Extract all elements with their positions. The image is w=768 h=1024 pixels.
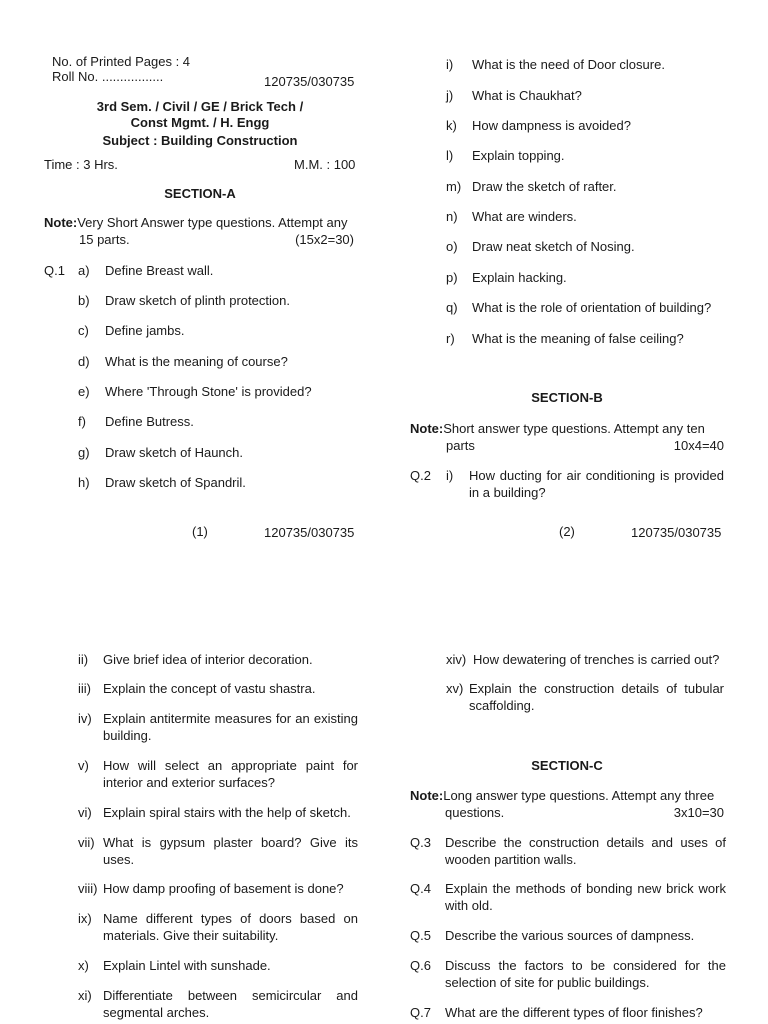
- footer-code: 120735/030735: [264, 525, 355, 540]
- question-text: Explain Lintel with sunshade.: [103, 958, 271, 973]
- max-marks-label: M.M. : 100: [294, 157, 356, 172]
- question-text: Discuss the factors to be considered for the selection of site for public buildings.: [445, 958, 726, 990]
- question-item: [78, 910, 358, 944]
- question-number: x): [78, 958, 89, 973]
- question-text: Explain topping.: [472, 148, 565, 163]
- paper-code: 120735/030735: [264, 74, 355, 89]
- note-marks: 3x10=30: [673, 805, 724, 820]
- question-item: [78, 292, 360, 309]
- question-item: [410, 1004, 726, 1021]
- note-text: Very Short Answer type questions. Attempt any: [77, 215, 348, 230]
- question-number: vi): [78, 805, 92, 820]
- question-number: h): [78, 475, 90, 490]
- question-number: j): [446, 88, 454, 103]
- question-text: Draw the sketch of rafter.: [472, 179, 617, 194]
- question-item: [446, 87, 726, 104]
- question-text: Draw sketch of Spandril.: [105, 475, 246, 490]
- question-number: Q.6: [410, 958, 431, 973]
- question-text: Define Butress.: [105, 414, 194, 429]
- question-number: Q.7: [410, 1005, 431, 1020]
- page-number: (2): [559, 524, 575, 539]
- question-text: Differentiate between semicircular and segmental arches.: [103, 988, 358, 1020]
- question-number: xiv): [446, 652, 467, 667]
- roll-no-label: Roll No. .................: [52, 69, 164, 84]
- question-number: m): [446, 179, 462, 194]
- question-number: i): [446, 57, 454, 72]
- subject-line: Subject : Building Construction: [102, 133, 298, 148]
- question-number: vii): [78, 835, 95, 850]
- question-text: Explain hacking.: [472, 270, 567, 285]
- section-a-heading: SECTION-A: [164, 186, 236, 201]
- section-b-heading: SECTION-B: [531, 390, 603, 405]
- question-number: viii): [78, 881, 98, 896]
- question-item: [78, 680, 358, 697]
- question-text: What is the meaning of course?: [105, 354, 288, 369]
- question-text: What is gypsum plaster board? Give its uses.: [103, 835, 358, 867]
- section-c-note: [410, 787, 724, 821]
- question-text: Where 'Through Stone' is provided?: [105, 384, 312, 399]
- note-marks: (15x2=30): [295, 232, 354, 247]
- question-item: [446, 269, 726, 286]
- question-text: How ducting for air conditioning is provided in a building?: [469, 468, 724, 500]
- question-item: [446, 651, 726, 668]
- question-number: Q.3: [410, 835, 431, 850]
- question-number: q): [446, 300, 458, 315]
- question-item: [446, 299, 726, 316]
- note-text: Short answer type questions. Attempt any ten: [443, 421, 705, 436]
- question-item: [446, 56, 726, 73]
- question-text: What are the different types of floor finishes?: [445, 1005, 703, 1020]
- question-item: [410, 880, 726, 914]
- question-text: Draw sketch of Haunch.: [105, 445, 244, 460]
- question-item: [78, 957, 358, 974]
- question-number: ix): [78, 911, 92, 926]
- question-text: Describe the construction details and uses of wooden partition walls.: [445, 835, 726, 867]
- question-item: [78, 383, 360, 400]
- footer-code: 120735/030735: [631, 525, 722, 540]
- question-text: What is Chaukhat?: [472, 88, 582, 103]
- question-number: g): [78, 445, 90, 460]
- question-item: [446, 680, 726, 714]
- question-text: Explain antitermite measures for an existing building.: [103, 711, 358, 743]
- question-number: f): [78, 414, 86, 429]
- question-item: [446, 467, 726, 501]
- question-number: ii): [78, 652, 89, 667]
- note-label: Note:: [410, 788, 444, 803]
- question-text: Describe the various sources of dampness.: [445, 928, 695, 943]
- question-item: [78, 474, 360, 491]
- question-number: r): [446, 331, 455, 346]
- question-item: [78, 444, 360, 461]
- note-label: Note:: [410, 421, 444, 436]
- semester-line-1: 3rd Sem. / Civil / GE / Brick Tech /: [96, 99, 304, 114]
- question-item: [78, 710, 358, 744]
- question-text: Draw neat sketch of Nosing.: [472, 239, 635, 254]
- question-text: Explain spiral stairs with the help of sketch.: [103, 805, 351, 820]
- question-item: [78, 651, 358, 668]
- printed-pages-label: No. of Printed Pages : 4: [52, 54, 191, 69]
- question-number: xi): [78, 988, 92, 1003]
- note-text-2: 15 parts.: [79, 232, 130, 247]
- question-text: Give brief idea of interior decoration.: [103, 652, 313, 667]
- question-number: iii): [78, 681, 91, 696]
- question-text: What is the meaning of false ceiling?: [472, 331, 684, 346]
- question-text: How dampness is avoided?: [472, 118, 631, 133]
- question-text: Define Breast wall.: [105, 263, 214, 278]
- question-item: [78, 413, 360, 430]
- page-number: (1): [192, 524, 208, 539]
- question-item: [410, 927, 726, 944]
- question-item: [446, 238, 726, 255]
- note-text-2: parts: [446, 438, 475, 453]
- question-text: Draw sketch of plinth protection.: [105, 293, 290, 308]
- question-item: [446, 178, 726, 195]
- note-text-2: questions.: [445, 805, 505, 820]
- question-item: [78, 757, 358, 791]
- question-number: i): [446, 468, 454, 483]
- question-number: Q.4: [410, 881, 431, 896]
- question-text: What are winders.: [472, 209, 577, 224]
- question-number: c): [78, 323, 89, 338]
- note-text: Long answer type questions. Attempt any three: [443, 788, 715, 803]
- question-item: [446, 208, 726, 225]
- question-item: [78, 353, 360, 370]
- q2-label: Q.2: [410, 468, 431, 483]
- question-item: [446, 147, 726, 164]
- question-item: [78, 987, 358, 1021]
- question-item: [78, 880, 358, 897]
- question-text: What is the need of Door closure.: [472, 57, 665, 72]
- question-item: [78, 804, 358, 821]
- question-item: [446, 330, 726, 347]
- question-number: b): [78, 293, 90, 308]
- question-number: iv): [78, 711, 92, 726]
- question-number: d): [78, 354, 90, 369]
- time-label: Time : 3 Hrs.: [44, 157, 118, 172]
- question-item: [78, 322, 360, 339]
- question-text: How damp proofing of basement is done?: [103, 881, 344, 896]
- question-number: v): [78, 758, 89, 773]
- question-item: [78, 262, 360, 279]
- question-item: [410, 834, 726, 868]
- question-text: How dewatering of trenches is carried out?: [473, 652, 720, 667]
- question-number: k): [446, 118, 457, 133]
- question-text: How will select an appropriate paint for interior and exterior surfaces?: [103, 758, 358, 790]
- section-a-note: [44, 214, 358, 248]
- question-text: Define jambs.: [105, 323, 185, 338]
- question-number: n): [446, 209, 458, 224]
- section-b-note: [410, 420, 724, 454]
- section-c-heading: SECTION-C: [531, 758, 603, 773]
- question-number: l): [446, 148, 454, 163]
- question-number: Q.5: [410, 928, 431, 943]
- question-number: p): [446, 270, 458, 285]
- question-item: [446, 117, 726, 134]
- question-text: Explain the construction details of tubular scaffolding.: [469, 681, 724, 713]
- question-number: o): [446, 239, 458, 254]
- q1-label: Q.1: [44, 263, 65, 278]
- question-number: e): [78, 384, 90, 399]
- question-text: Explain the methods of bonding new brick work with old.: [445, 881, 726, 913]
- semester-line-2: Const Mgmt. / H. Engg: [130, 115, 270, 130]
- question-number: a): [78, 263, 90, 278]
- note-label: Note:: [44, 215, 78, 230]
- question-item: [78, 834, 358, 868]
- question-text: What is the role of orientation of building?: [472, 300, 712, 315]
- question-item: [410, 957, 726, 991]
- question-number: xv): [446, 681, 464, 696]
- question-text: Name different types of doors based on materials. Give their suitability.: [103, 911, 358, 943]
- note-marks: 10x4=40: [673, 438, 724, 453]
- question-text: Explain the concept of vastu shastra.: [103, 681, 316, 696]
